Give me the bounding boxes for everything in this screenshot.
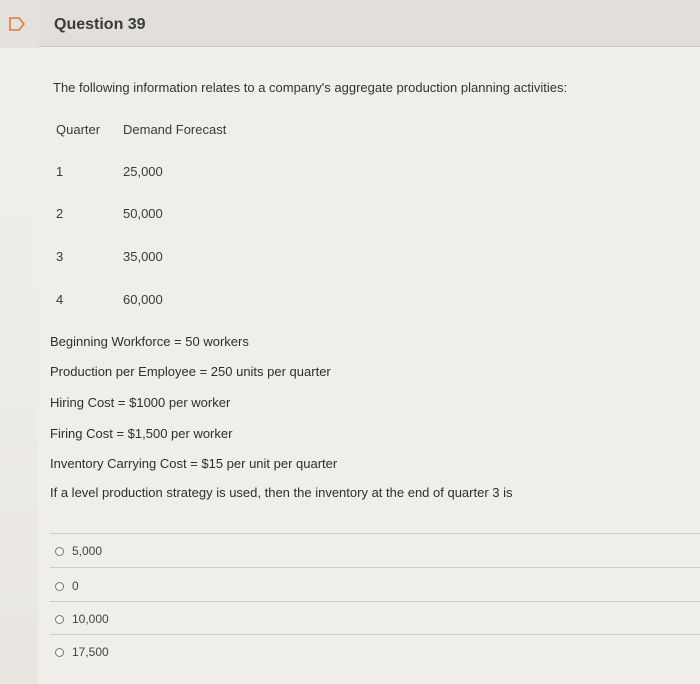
answer-option-2[interactable] <box>55 577 79 595</box>
answer-option-1[interactable] <box>55 542 102 560</box>
demand-cell: 60,000 <box>123 292 163 307</box>
quarter-cell: 1 <box>56 164 64 179</box>
question-header <box>38 0 700 47</box>
info-beginning-workforce: Beginning Workforce = 50 workers <box>50 334 249 349</box>
divider <box>50 533 700 534</box>
answer-option-label: 0 <box>72 579 79 593</box>
divider <box>50 567 700 568</box>
column-header-demand: Demand Forecast <box>123 122 227 137</box>
divider <box>50 634 700 635</box>
quarter-cell: 3 <box>56 249 64 264</box>
answer-option-3[interactable] <box>55 610 109 628</box>
radio-button-icon[interactable] <box>55 648 64 657</box>
radio-button-icon[interactable] <box>55 547 64 556</box>
divider <box>50 601 700 602</box>
radio-button-icon[interactable] <box>55 615 64 624</box>
info-hiring-cost: Hiring Cost = $1000 per worker <box>50 395 231 410</box>
answer-option-label: 17,500 <box>72 645 109 659</box>
demand-cell: 35,000 <box>123 249 163 264</box>
demand-cell: 50,000 <box>123 206 163 221</box>
answer-option-label: 5,000 <box>72 544 103 558</box>
info-firing-cost: Firing Cost = $1,500 per worker <box>50 426 233 441</box>
question-title: Question 39 <box>54 16 146 33</box>
column-header-quarter: Quarter <box>56 122 101 137</box>
question-prompt: If a level production strategy is used, then the inventory at the end of quarter 3 is <box>50 485 513 500</box>
info-carrying-cost: Inventory Carrying Cost = $15 per unit per quarter <box>50 456 338 471</box>
question-intro: The following information relates to a company's aggregate production planning activities: <box>53 80 568 95</box>
demand-cell: 25,000 <box>123 164 163 179</box>
quarter-cell: 4 <box>56 292 64 307</box>
radio-button-icon[interactable] <box>55 582 64 591</box>
quarter-cell: 2 <box>56 206 64 221</box>
question-flag-rail <box>0 0 39 48</box>
info-production-per-employee: Production per Employee = 250 units per quarter <box>50 364 331 379</box>
answer-option-label: 10,000 <box>72 612 109 626</box>
flag-icon[interactable] <box>9 17 25 31</box>
answer-option-4[interactable] <box>55 643 109 661</box>
